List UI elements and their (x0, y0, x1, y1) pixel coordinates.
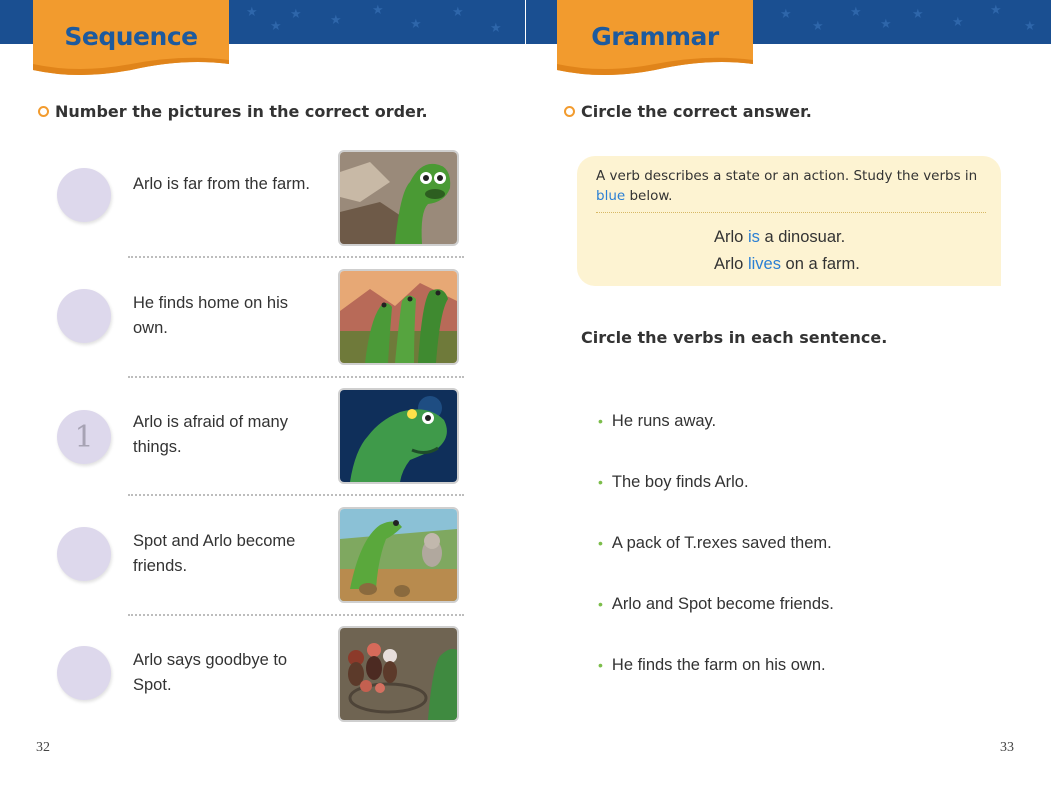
info-text-after: below. (625, 188, 673, 204)
bullet-dot-icon: • (598, 596, 603, 612)
star-icon: ★ (812, 19, 824, 34)
example-text: on a farm. (780, 255, 860, 273)
dinosaur-family-image (338, 269, 459, 365)
info-text-before: A verb describes a state or an action. Study the verbs in (596, 168, 978, 184)
star-icon: ★ (290, 7, 302, 22)
sequence-item-text: He finds home on his own. (133, 294, 289, 337)
sentence-item (598, 656, 826, 675)
page-number-left: 32 (36, 740, 50, 755)
star-icon: ★ (410, 17, 422, 32)
sequence-tab (33, 0, 229, 80)
info-highlight-word: blue (596, 188, 626, 204)
sequence-item-text: Arlo is afraid of many things. (133, 413, 288, 456)
star-icon: ★ (270, 19, 282, 34)
example-text: a dinosuar. (759, 228, 846, 246)
star-icon: ★ (490, 21, 502, 36)
page-number-right: 33 (1000, 740, 1014, 755)
star-icon: ★ (990, 3, 1002, 18)
sentence-item (598, 534, 832, 553)
star-icon: ★ (330, 13, 342, 28)
sequence-item (40, 624, 470, 724)
sequence-item-text: Arlo is far from the farm. (133, 175, 310, 193)
arlo-and-spot-field-image (338, 507, 459, 603)
sequence-item-text: Spot and Arlo become friends. (133, 532, 296, 575)
number-circle[interactable] (57, 289, 111, 343)
example-verb: lives (747, 255, 781, 273)
example-verb: is (747, 228, 760, 246)
dotted-divider (128, 376, 464, 378)
sequence-item (40, 148, 470, 248)
bullet-dot-icon: • (598, 657, 603, 673)
sentence-text[interactable]: He finds the farm on his own. (611, 656, 826, 674)
grammar-instruction (564, 102, 812, 121)
sequence-item-text: Arlo says goodbye to Spot. (133, 651, 288, 694)
sentence-item (598, 595, 834, 614)
star-icon: ★ (780, 7, 792, 22)
arlo-on-rock-image (338, 150, 459, 246)
sequence-instruction-text: Number the pictures in the correct order. (55, 102, 428, 121)
bullet-dot-icon: • (598, 474, 603, 490)
number-circle[interactable] (57, 527, 111, 581)
bullet-dot-icon: • (598, 535, 603, 551)
sequence-item (40, 267, 470, 367)
verb-example (714, 228, 845, 247)
star-icon: ★ (452, 5, 464, 20)
dotted-divider (128, 494, 464, 496)
number-circle[interactable] (57, 646, 111, 700)
sentence-item (598, 473, 749, 492)
example-text: Arlo (714, 255, 748, 273)
star-icon: ★ (952, 15, 964, 30)
grammar-tab (557, 0, 753, 80)
sentence-text[interactable]: He runs away. (611, 412, 717, 430)
dotted-divider (128, 614, 464, 616)
example-text: Arlo (714, 228, 748, 246)
sequence-instruction (38, 102, 428, 121)
star-icon: ★ (912, 7, 924, 22)
grammar-instruction-text: Circle the correct answer. (581, 102, 812, 121)
star-icon: ★ (880, 17, 892, 32)
sentence-item (598, 412, 716, 431)
sentence-text[interactable]: The boy finds Arlo. (611, 473, 749, 491)
circle-verbs-instruction: Circle the verbs in each sentence. (581, 328, 888, 347)
star-icon: ★ (372, 3, 384, 18)
sentence-text[interactable]: A pack of T.rexes saved them. (611, 534, 832, 552)
sentence-text[interactable]: Arlo and Spot become friends. (611, 595, 834, 613)
spot-human-family-image (338, 626, 459, 722)
circle-bullet-icon (564, 106, 575, 117)
grammar-title: Grammar (591, 22, 719, 51)
sequence-item (40, 386, 470, 486)
star-icon: ★ (246, 5, 258, 20)
star-icon: ★ (850, 5, 862, 20)
circle-bullet-icon (38, 106, 49, 117)
number-circle[interactable] (57, 168, 111, 222)
number-circle[interactable]: 1 (57, 410, 111, 464)
star-icon: ★ (1024, 19, 1036, 34)
sequence-item (40, 505, 470, 605)
verb-example (714, 255, 860, 274)
dotted-divider (128, 256, 464, 258)
arlo-at-night-image (338, 388, 459, 484)
bullet-dot-icon: • (598, 413, 603, 429)
verb-info-text (596, 166, 991, 206)
sequence-title: Sequence (64, 22, 198, 51)
info-divider (596, 212, 986, 213)
